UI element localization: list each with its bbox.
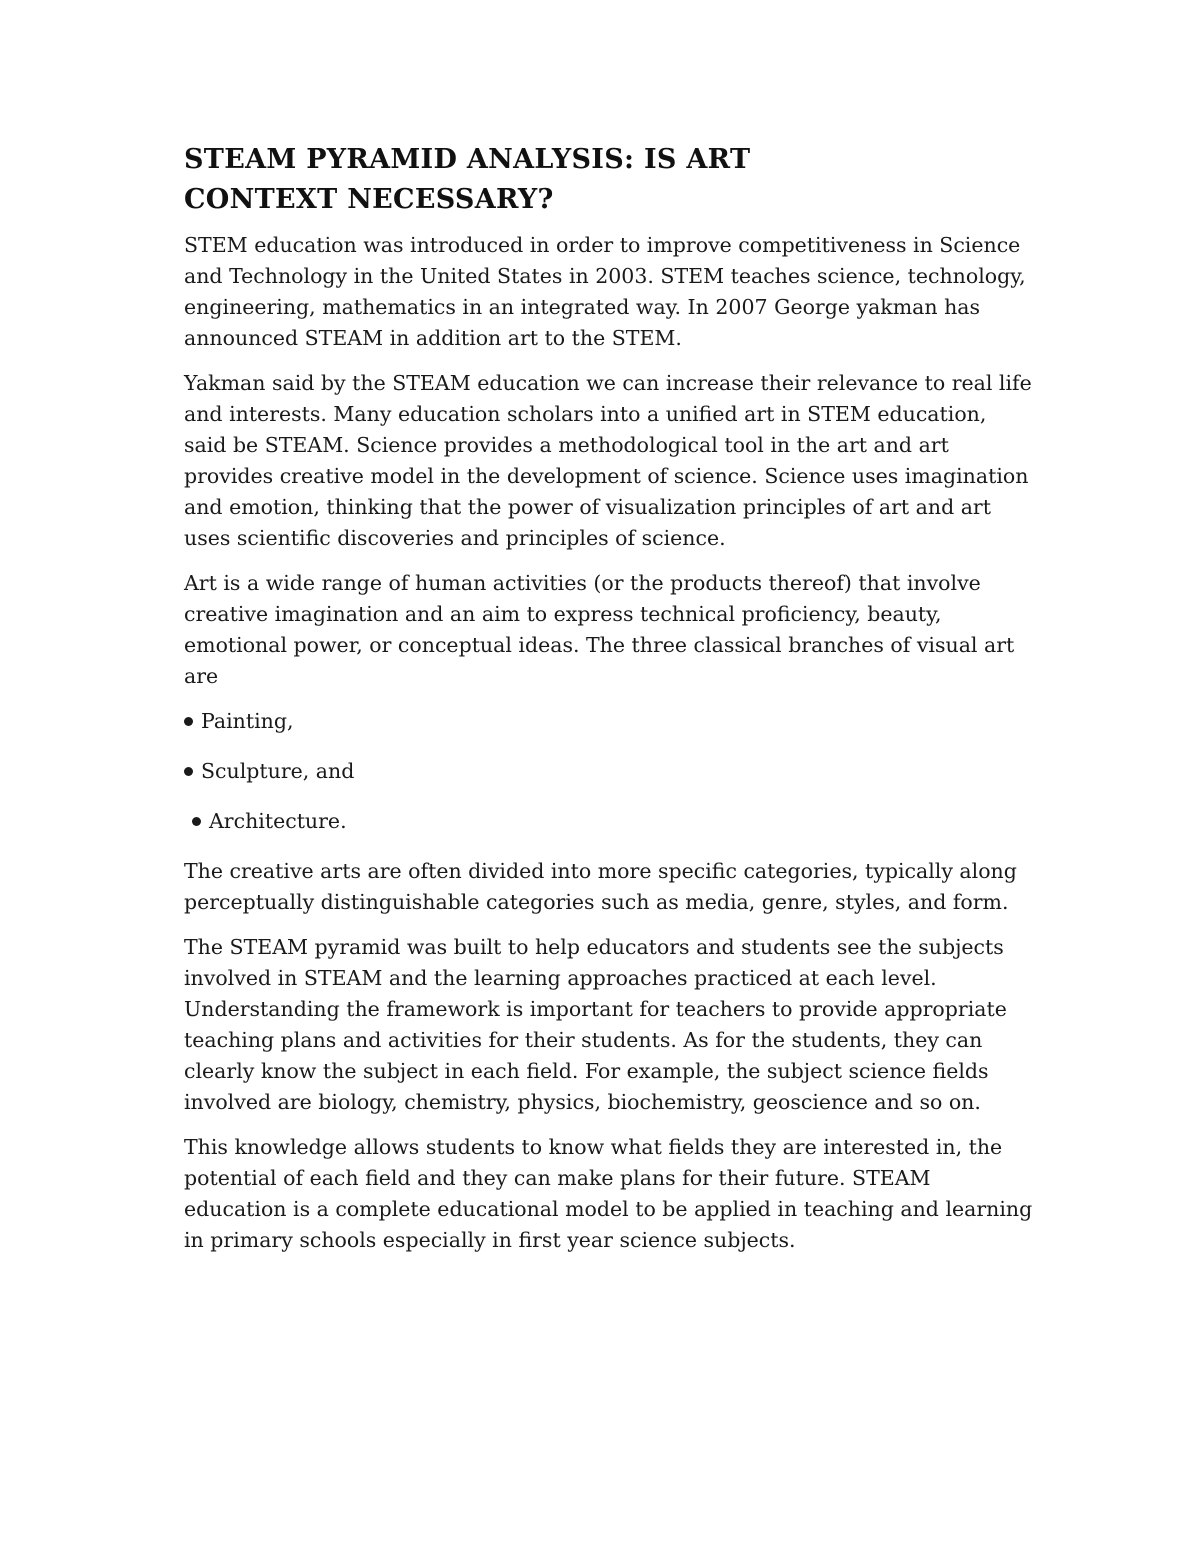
bullet-icon [184, 767, 193, 776]
list-item-text: Architecture. [209, 809, 347, 833]
paragraph-creative-arts: The creative arts are often divided into more specific categories, typically along perceptually distinguishable categories such as media, genre, styles, and form. [184, 859, 1017, 914]
list-item [184, 806, 1034, 837]
paragraph-steam-pyramid: The STEAM pyramid was built to help educators and students see the subjects involved in STEAM and the learning approaches practiced at each level. Understanding the framework is important for teachers to provide appropriate teaching plans and activities for their students. As for the students, they can clearly know the subject in each field. For example, the subject science fields involved are biology, chemistry, physics, biochemistry, geoscience and so on. [184, 935, 1007, 1114]
list-item-text: Painting, [201, 709, 294, 733]
bullet-icon [192, 817, 201, 826]
document-title: STEAM PYRAMID ANALYSIS: IS ART CONTEXT NECESSARY? [184, 144, 751, 215]
paragraph-yakman: Yakman said by the STEAM education we can increase their relevance to real life and interests. Many education scholars into a unified art in STEM education, said be STEAM. Science provides a methodological tool in the art and art provides creative model in the development of science. Science uses imagination and emotion, thinking that the power of visualization principles of art and art uses scientific discoveries and principles of science. [184, 371, 1032, 550]
list-item [184, 706, 1034, 737]
paragraph-art-definition: Art is a wide range of human activities (or the products thereof) that involve creative imagination and an aim to express technical proficiency, beauty, emotional power, or conceptual ideas. The three classical branches of visual art are [184, 571, 1015, 688]
document-body [184, 140, 1034, 1270]
paragraph-knowledge: This knowledge allows students to know what fields they are interested in, the potential of each field and they can make plans for their future. STEAM education is a complete educational model to be applied in teaching and learning in primary schools especially in first year science subjects. [184, 1135, 1033, 1252]
bullet-icon [184, 717, 193, 726]
list-item [184, 756, 1034, 787]
list-item-text: Sculpture, and [201, 759, 355, 783]
art-branches-list [184, 706, 1034, 837]
paragraph-stem-intro: STEM education was introduced in order to improve competitiveness in Science and Technology in the United States in 2003. STEM teaches science, technology, engineering, mathematics in an integrated way. In 2007 George yakman has announced STEAM in addition art to the STEM. [184, 233, 1026, 350]
